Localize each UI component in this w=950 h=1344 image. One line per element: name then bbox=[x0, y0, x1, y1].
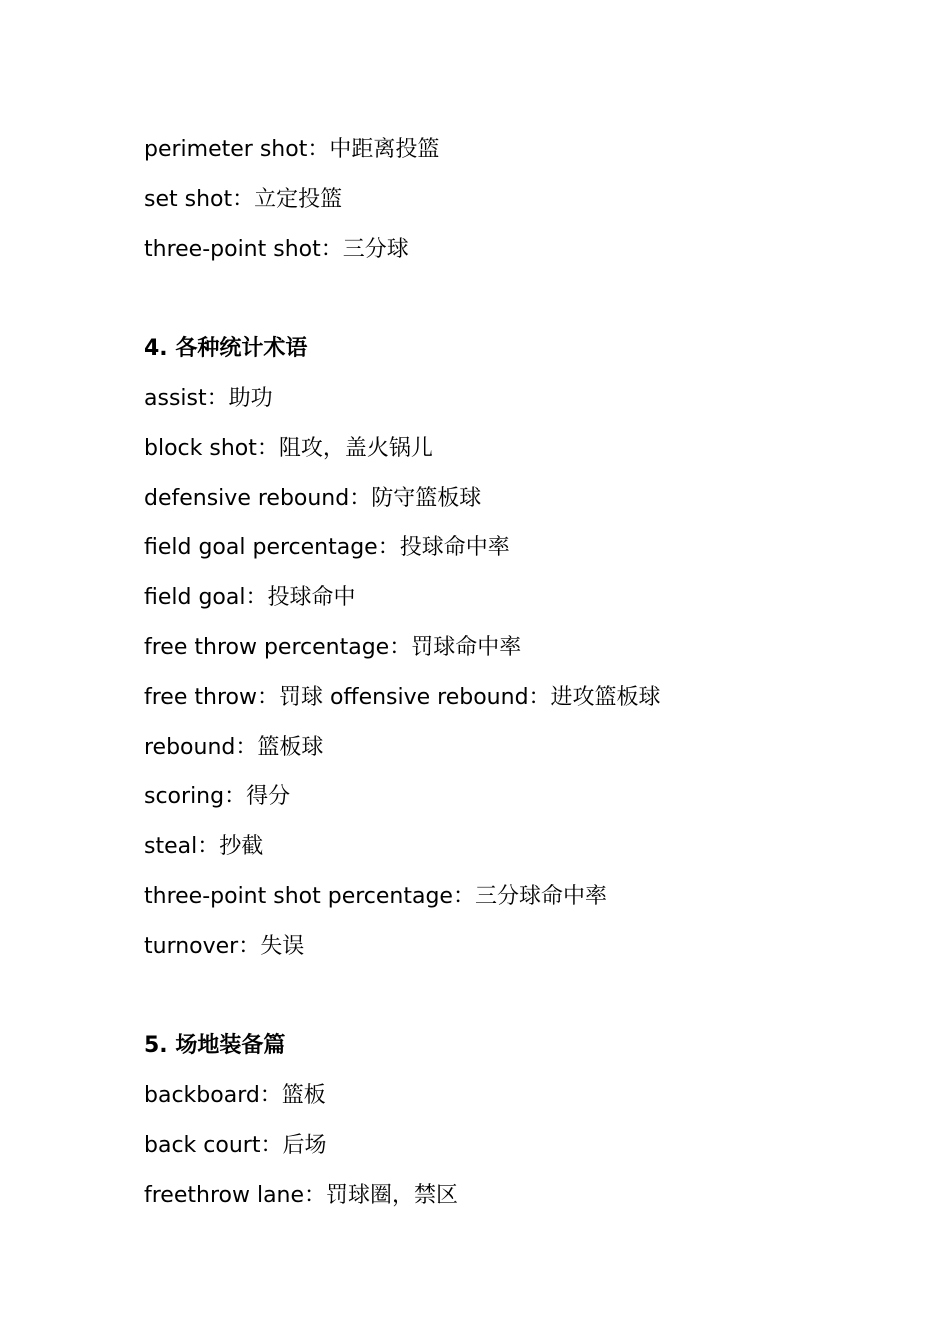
term-line: block shot：阻攻，盖火锅儿 bbox=[144, 435, 433, 461]
term-line: back court：后场 bbox=[144, 1132, 327, 1158]
term-line: set shot：立定投篮 bbox=[144, 186, 343, 212]
section-heading-court-equipment: 5. 场地装备篇 bbox=[144, 1033, 286, 1059]
term-line: free throw percentage：罚球命中率 bbox=[144, 634, 522, 660]
term-line: turnover：失误 bbox=[144, 933, 305, 959]
term-line: rebound：篮板球 bbox=[144, 734, 324, 760]
section-heading-statistics: 4. 各种统计术语 bbox=[144, 336, 308, 362]
term-line: field goal：投球命中 bbox=[144, 585, 356, 611]
term-line: scoring：得分 bbox=[144, 784, 291, 810]
term-line: three-point shot：三分球 bbox=[144, 236, 409, 262]
section-gap bbox=[144, 279, 904, 329]
term-line: field goal percentage：投球命中率 bbox=[144, 535, 510, 561]
term-line: steal：抄截 bbox=[144, 834, 264, 860]
term-line: three-point shot percentage：三分球命中率 bbox=[144, 883, 607, 909]
term-line: backboard：篮板 bbox=[144, 1083, 326, 1109]
document-page bbox=[144, 130, 904, 1226]
term-line: freethrow lane：罚球圈，禁区 bbox=[144, 1182, 459, 1208]
term-line: perimeter shot：中距离投篮 bbox=[144, 137, 440, 162]
term-line: free throw：罚球 offensive rebound：进攻篮板球 bbox=[144, 684, 661, 710]
term-line: assist：助功 bbox=[144, 385, 273, 411]
section-gap bbox=[144, 977, 904, 1027]
term-line: defensive rebound：防守篮板球 bbox=[144, 485, 482, 511]
